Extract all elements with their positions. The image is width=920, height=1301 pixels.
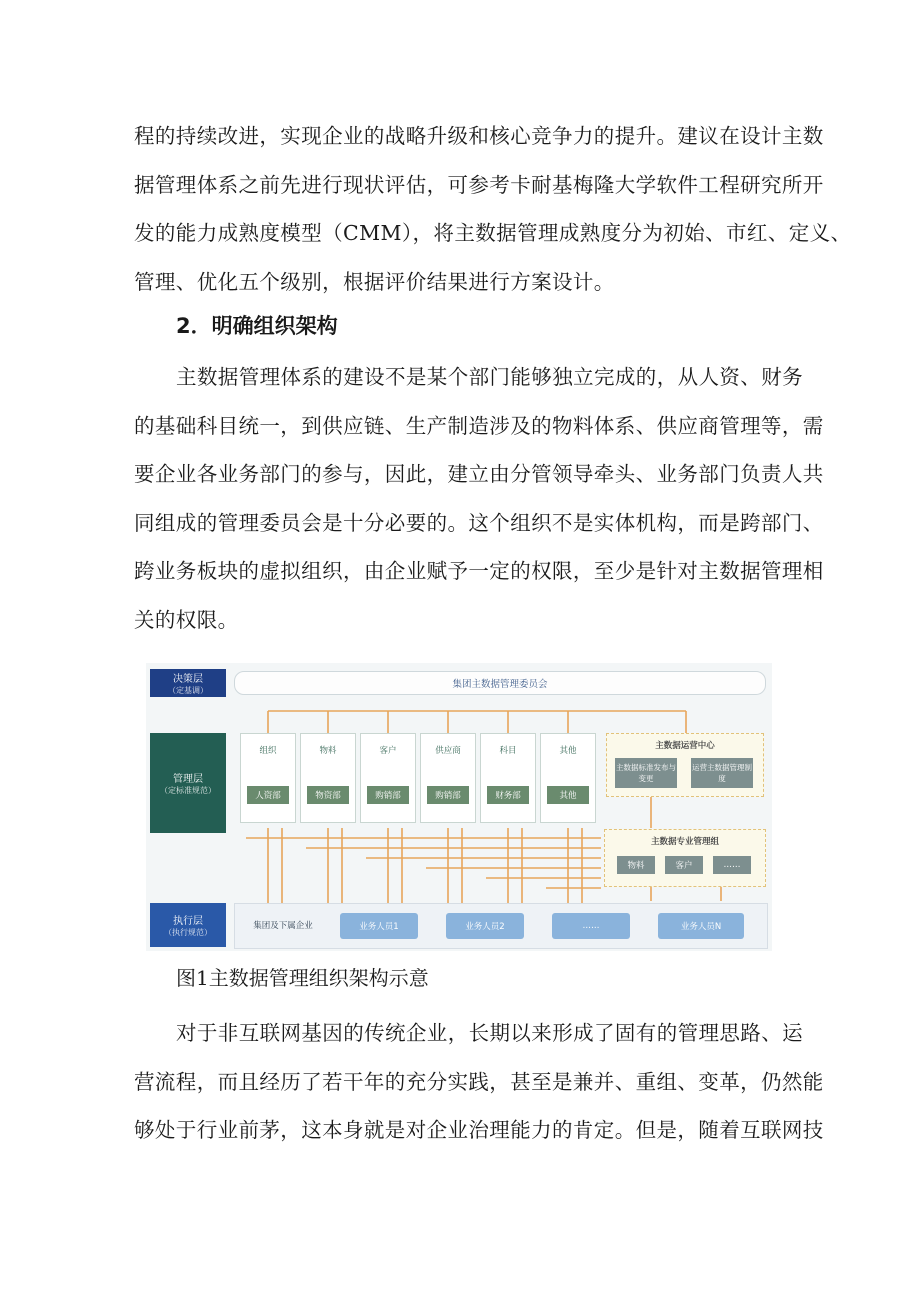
dept-column: [360, 733, 416, 823]
paragraph-2: [134, 353, 824, 644]
column-topic: 物料: [319, 746, 337, 756]
section-heading: 2．明确组织架构: [176, 314, 338, 338]
column-topic: 客户: [379, 746, 397, 756]
mgmt-item: ……: [713, 856, 751, 874]
dept-column: [240, 733, 296, 823]
text-line: 要企业各业务部门的参与，因此，建立由分管领导牵头、业务部门负责人共: [134, 462, 824, 486]
dept-box: 其他: [547, 786, 589, 804]
figure-caption: 图1主数据管理组织架构示意: [176, 966, 429, 990]
dept-box: 财务部: [487, 786, 529, 804]
staff-box: 业务人员1: [340, 913, 418, 939]
staff-box: 业务人员N: [658, 913, 744, 939]
ops-center-title: 主数据运营中心: [655, 741, 715, 751]
execution-layer-label: [150, 903, 226, 947]
dept-column: [540, 733, 596, 823]
layer-subtitle: （执行规范）: [164, 928, 212, 937]
mgmt-group: [604, 829, 766, 887]
column-topic: 其他: [559, 746, 577, 756]
management-layer-label: [150, 733, 226, 833]
staff-box: 业务人员2: [446, 913, 524, 939]
text-line: 营流程，而且经历了若干年的充分实践，甚至是兼并、重组、变革，仍然能: [134, 1069, 824, 1094]
group-label: 集团及下属企业: [253, 921, 313, 931]
dept-box: 购销部: [427, 786, 469, 804]
text-line: 的基础科目统一，到供应链、生产制造涉及的物料体系、供应商管理等，需: [134, 413, 824, 438]
column-topic: 科目: [499, 746, 517, 756]
ops-center: [606, 733, 764, 797]
dept-box: 购销部: [367, 786, 409, 804]
paragraph-3: [134, 1009, 824, 1155]
text-line: 同组成的管理委员会是十分必要的。这个组织不是实体机构，而是跨部门、: [134, 510, 824, 535]
ops-item: 主数据标准发布与变更: [615, 758, 677, 788]
text-line: 关的权限。: [134, 607, 239, 632]
layer-title: 执行层: [173, 916, 203, 927]
text-line: 跨业务板块的虚拟组织，由企业赋予一定的权限，至少是针对主数据管理相: [134, 559, 824, 583]
committee-bar: 集团主数据管理委员会: [234, 671, 766, 695]
text-line: 主数据管理体系的建设不是某个部门能够独立完成的，从人资、财务: [176, 365, 803, 389]
text-line: 够处于行业前茅，这本身就是对企业治理能力的肯定。但是，随着互联网技: [134, 1118, 824, 1142]
dept-box: 人资部: [247, 786, 289, 804]
paragraph-1: [134, 112, 852, 306]
layer-title: 管理层: [173, 774, 203, 785]
text-line: 管理、优化五个级别，根据评价结果进行方案设计。: [134, 269, 615, 294]
org-structure-diagram: [146, 663, 772, 951]
mgmt-item: 客户: [665, 856, 703, 874]
column-topic: 组织: [259, 746, 277, 756]
text-line: 发的能力成熟度模型（CMM），将主数据管理成熟度分为初始、市红、定义、: [134, 221, 852, 245]
dept-column: [420, 733, 476, 823]
dept-column: [300, 733, 356, 823]
staff-box: ……: [552, 913, 630, 939]
mgmt-item: 物料: [617, 856, 655, 874]
decision-layer-label: [150, 669, 226, 697]
column-topic: 供应商: [435, 746, 461, 756]
layer-title: 决策层: [173, 674, 203, 685]
mgmt-group-title: 主数据专业管理组: [650, 837, 719, 847]
dept-column: [480, 733, 536, 823]
ops-item: 运营主数据管理制度: [691, 758, 753, 788]
text-line: 对于非互联网基因的传统企业，长期以来形成了固有的管理思路、运: [176, 1021, 803, 1045]
text-line: 程的持续改进，实现企业的战略升级和核心竞争力的提升。建议在设计主数: [134, 124, 824, 148]
layer-subtitle: （定基调）: [168, 686, 208, 695]
layer-subtitle: （定标准规范）: [160, 786, 216, 795]
text-line: 据管理体系之前先进行现状评估，可参考卡耐基梅隆大学软件工程研究所开: [134, 172, 824, 197]
dept-box: 物资部: [307, 786, 349, 804]
